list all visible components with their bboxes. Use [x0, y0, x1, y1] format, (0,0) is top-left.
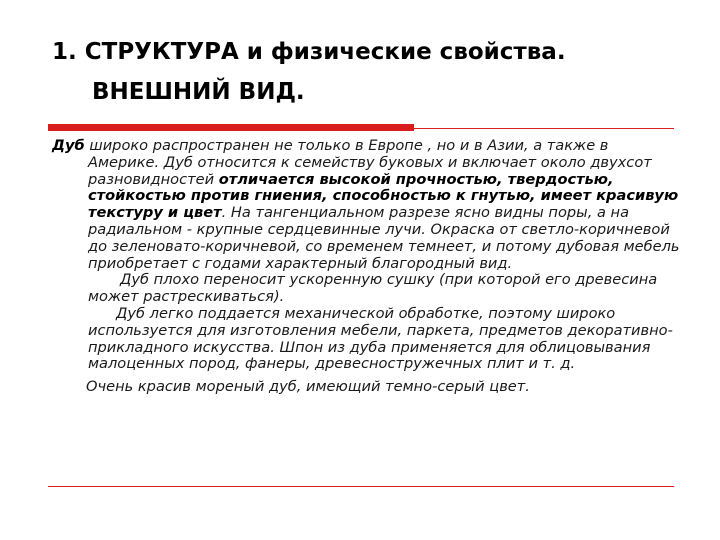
slide-body — [52, 138, 682, 396]
paragraph-1-emphasis: отличается высокой прочностью, твердостью, стойкостью против гниения, способностью к гнутью, имеет красивую текстуру и цвет — [88, 170, 679, 222]
paragraph-drying: Дуб плохо переносит ускоренную сушку (при которой его древесина может растрескиваться). — [88, 271, 658, 306]
oak-lead-word: Дуб — [52, 137, 85, 154]
header-accent-bar — [48, 124, 414, 131]
paragraph-1-text-b: . На тангенциальном разрезе ясно видны поры, а на радиальном - крупные сердцевинные лучи. Окраска от светло-коричневой до зеленовато-коричневой, со временем темнеет, и потому дубовая мебель приобретает с годами характерный благородный вид. — [88, 204, 680, 272]
paragraph-oak-description — [52, 138, 682, 272]
slide-title-line-1: 1. СТРУКТУРА и физические свойства. — [52, 39, 566, 65]
slide-title-line-2: ВНЕШНИЙ ВИД. — [92, 79, 305, 105]
paragraph-processing: Дуб легко поддается механической обработке, поэтому широко используется для изготовления мебели, паркета, предметов декоративно-прикладного искусства. Шпон из дуба применяется для облицовывания малоценных пород, фанеры, древесностружечных плит и т. д. — [88, 304, 673, 373]
paragraph-bog-oak: Очень красив мореный дуб, имеющий темно-серый цвет. — [86, 378, 530, 396]
paragraph-1-text-a: широко распространен не только в Европе , но и в Азии, а также в Америке. Дуб относится к семейству буковых и включает около двухсот разновидностей — [84, 137, 652, 188]
footer-divider-line — [48, 486, 674, 487]
slide-title — [52, 32, 566, 112]
